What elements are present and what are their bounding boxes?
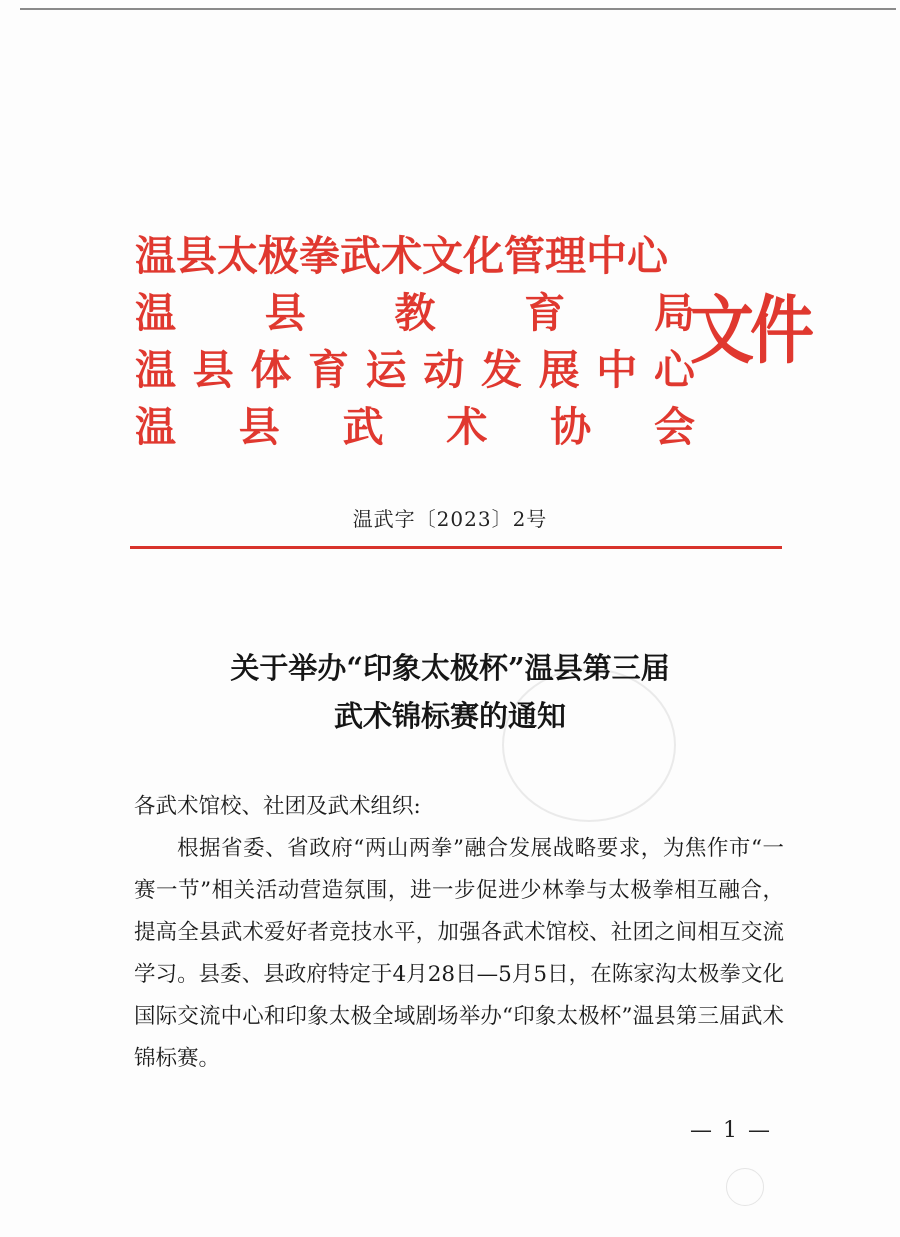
issuer-2: [135, 285, 695, 342]
page-top-edge: [20, 8, 896, 10]
issuer-char: 育: [524, 289, 566, 337]
issuer-1: 温县太极拳武术文化管理中心: [135, 232, 668, 280]
issuer-4: [135, 399, 695, 456]
issuer-char: 心: [653, 346, 695, 394]
faint-stain-mark: [726, 1168, 764, 1206]
issuer-char: 体: [250, 346, 292, 394]
issuer-char: 武: [342, 403, 384, 451]
issuer-char: 运: [365, 346, 407, 394]
issuer-char: 县: [192, 346, 234, 394]
issuer-char: 展: [538, 346, 580, 394]
document-number: 温武字〔2023〕2号: [352, 507, 548, 531]
document-title: [0, 644, 900, 740]
document-body: [134, 786, 784, 1080]
issuer-char: 教: [394, 289, 436, 337]
issuer-char: 温: [135, 346, 176, 394]
issuer-char: 会: [653, 403, 695, 451]
issuer-char: 发: [480, 346, 522, 394]
document-type-label: 文件: [690, 288, 810, 375]
issuer-char: 县: [264, 289, 306, 337]
issuer-char: 县: [238, 403, 280, 451]
issuer-char: 温: [135, 289, 176, 337]
issuer-char: 温: [135, 403, 176, 451]
body-paragraph-1: 根据省委、省政府“两山两拳”融合发展战略要求，为焦作市“一赛一节”相关活动营造氛围，进一步促进少林拳与太极拳相互融合，提高全县武术爱好者竞技水平，加强各武术馆校、社团之间相互交流学习。县委、县政府特定于4月28日—5月5日，在陈家沟太极拳文化国际交流中心和印象太极全域剧场举办“印象太极杯”温县第三届武术锦标赛。: [134, 836, 784, 1071]
issuer-char: 术: [446, 403, 488, 451]
page-number: — 1 —: [690, 1118, 772, 1143]
salutation: 各武术馆校、社团及武术组织:: [134, 794, 421, 819]
issuer-char: 中: [596, 346, 638, 394]
issuer-char: 协: [550, 403, 592, 451]
issuer-3: [135, 342, 695, 399]
red-divider-line: [130, 546, 782, 549]
title-line-2: 武术锦标赛的通知: [333, 699, 566, 733]
issuer-char: 育: [307, 346, 349, 394]
issuing-authorities: [135, 228, 695, 456]
title-line-1: 关于举办“印象太极杯”温县第三届: [230, 651, 670, 685]
issuer-char: 局: [654, 289, 695, 337]
issuer-char: 动: [423, 346, 465, 394]
